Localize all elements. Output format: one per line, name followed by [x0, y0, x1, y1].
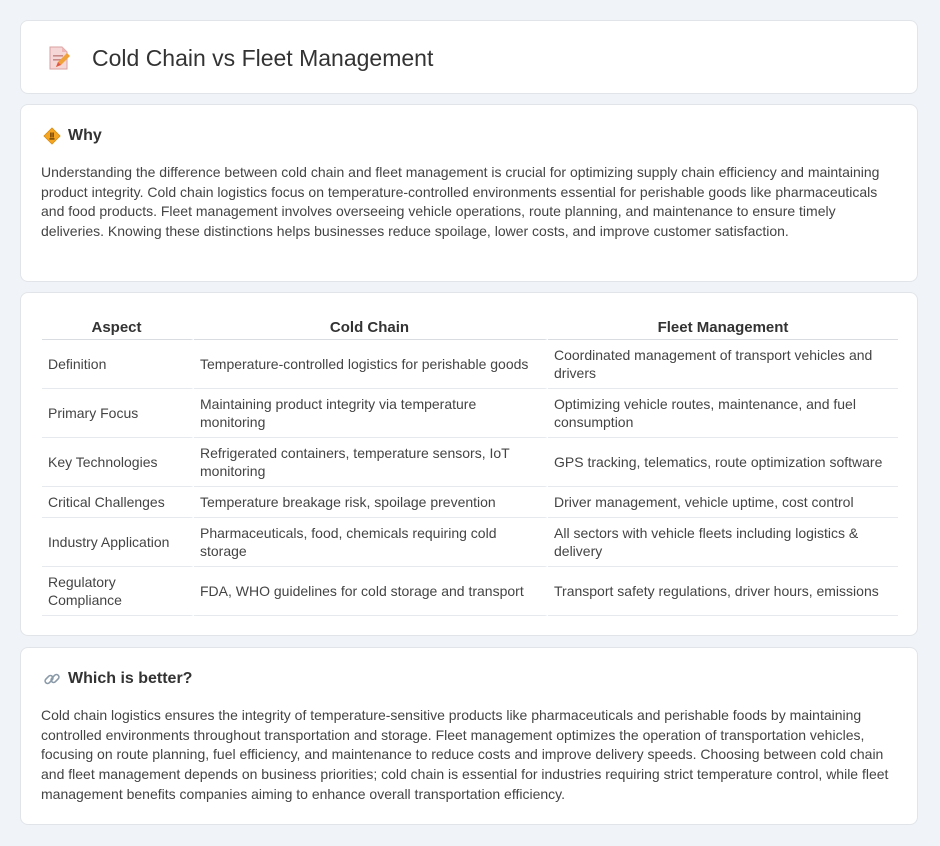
- fleet-management-cell: GPS tracking, telematics, route optimization software: [548, 438, 898, 487]
- comparison-table: [42, 316, 898, 616]
- header-aspect: Aspect: [42, 316, 194, 340]
- header-card: [20, 20, 918, 94]
- cold-chain-cell: Maintaining product integrity via temperature monitoring: [194, 389, 548, 438]
- aspect-cell: Industry Application: [42, 518, 194, 567]
- cold-chain-cell: FDA, WHO guidelines for cold storage and transport: [194, 567, 548, 616]
- better-body: Cold chain logistics ensures the integrity of temperature-sensitive products like pharmaceuticals and perishable foods by maintaining controlled environments throughout transportation and storage. Fleet management optimizes the operation of transportation vehicles, focusing on route planning, fuel efficiency, and maintenance to reduce costs and improve delivery speeds. Choosing between cold chain and fleet management depends on business priorities; cold chain is essential for industries requiring strict temperature control, while fleet management benefits companies aiming to enhance overall transportation efficiency.: [41, 707, 889, 802]
- why-heading: [43, 125, 102, 147]
- warning-sign-icon: [43, 127, 61, 145]
- fleet-management-cell: All sectors with vehicle fleets including logistics & delivery: [548, 518, 898, 567]
- aspect-cell: Critical Challenges: [42, 487, 194, 518]
- better-heading: [43, 668, 192, 690]
- fleet-management-cell: Transport safety regulations, driver hours, emissions: [548, 567, 898, 616]
- aspect-cell: Primary Focus: [42, 389, 194, 438]
- why-body: Understanding the difference between cold chain and fleet management is crucial for optimizing supply chain efficiency and maintaining product integrity. Cold chain logistics focus on temperature-controlled environments essential for perishable goods like pharmaceuticals and food products. Fleet management involves overseeing vehicle operations, route planning, and maintenance to ensure timely deliveries. Knowing these distinctions helps businesses reduce spoilage, lower costs, and improve customer satisfaction.: [41, 164, 880, 240]
- table-row: [42, 438, 898, 487]
- aspect-cell: Definition: [42, 340, 194, 389]
- table-row: [42, 487, 898, 518]
- better-title: Which is better?: [68, 670, 193, 687]
- cold-chain-cell: Temperature-controlled logistics for perishable goods: [194, 340, 548, 389]
- why-title: Why: [68, 127, 102, 144]
- better-section: [20, 647, 918, 825]
- cold-chain-cell: Refrigerated containers, temperature sensors, IoT monitoring: [194, 438, 548, 487]
- table-row: [42, 567, 898, 616]
- link-icon: [43, 670, 61, 688]
- cold-chain-cell: Pharmaceuticals, food, chemicals requiring cold storage: [194, 518, 548, 567]
- fleet-management-cell: Driver management, vehicle uptime, cost control: [548, 487, 898, 518]
- aspect-cell: Regulatory Compliance: [42, 567, 194, 616]
- table-header-row: [42, 316, 898, 340]
- why-section: [20, 104, 918, 282]
- table-row: [42, 389, 898, 438]
- table-row: [42, 518, 898, 567]
- document-pencil-icon: [45, 44, 73, 72]
- fleet-management-cell: Optimizing vehicle routes, maintenance, and fuel consumption: [548, 389, 898, 438]
- header-cold-chain: Cold Chain: [194, 316, 548, 340]
- header-fleet-management: Fleet Management: [548, 316, 898, 340]
- aspect-cell: Key Technologies: [42, 438, 194, 487]
- page-title: Cold Chain vs Fleet Management: [92, 45, 434, 71]
- cold-chain-cell: Temperature breakage risk, spoilage prevention: [194, 487, 548, 518]
- table-row: [42, 340, 898, 389]
- fleet-management-cell: Coordinated management of transport vehicles and drivers: [548, 340, 898, 389]
- comparison-section: [20, 292, 918, 636]
